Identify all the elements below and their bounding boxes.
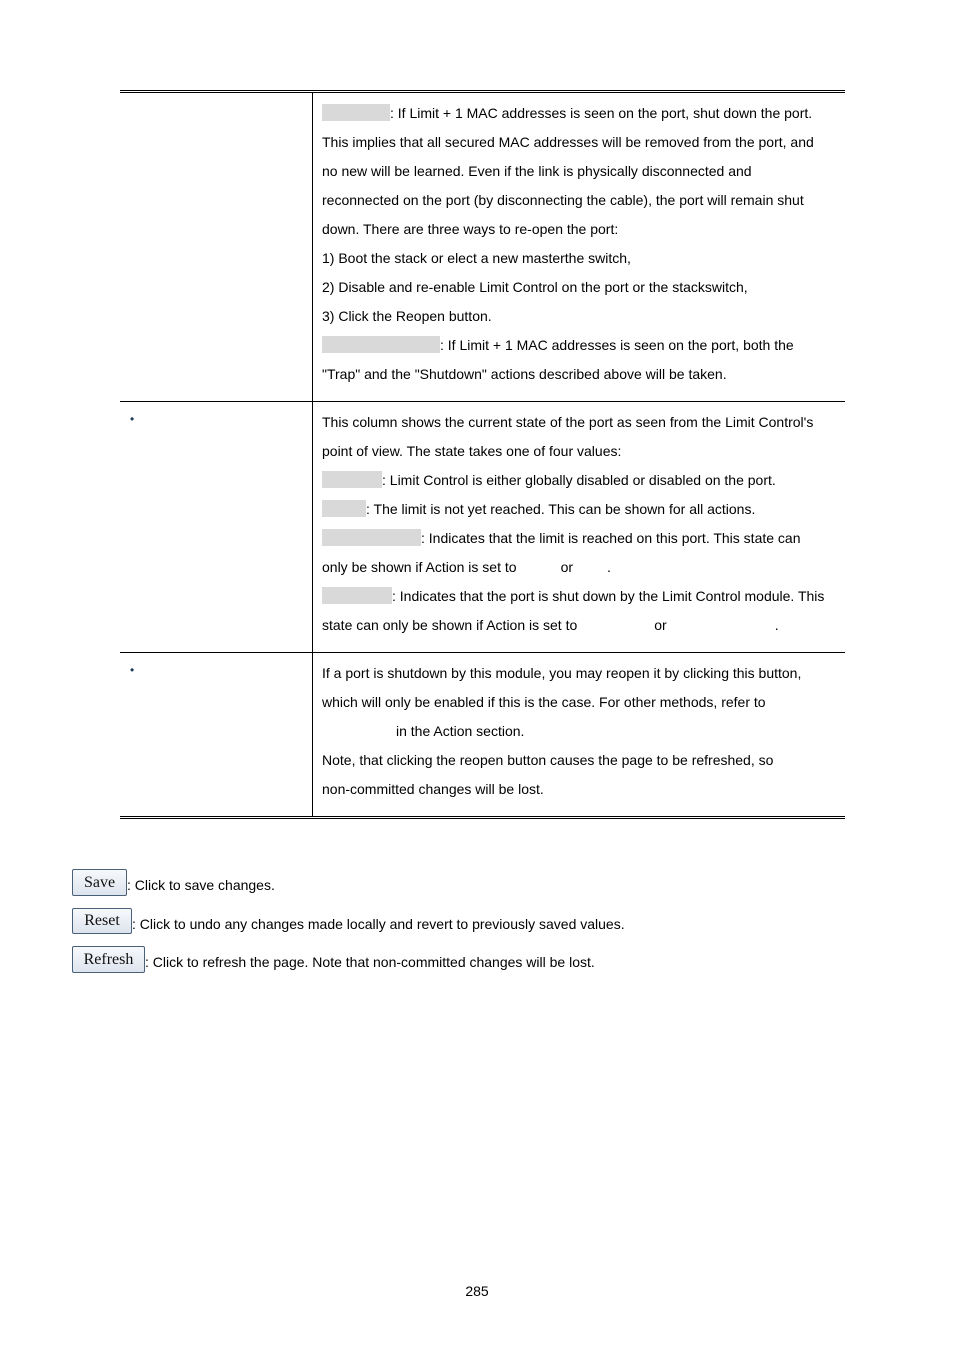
save-description: : Click to save changes.	[127, 877, 275, 893]
table-row	[120, 402, 845, 653]
highlight-term	[322, 587, 392, 604]
param-cell	[120, 653, 313, 818]
refresh-button[interactable]: Refresh	[72, 946, 145, 973]
highlight-term	[322, 336, 440, 353]
description-cell: If a port is shutdown by this module, you may reopen it by clicking this button, which will only be enabled if this is the case. For other methods, refer to in the Action section. Note, that clicking the reopen button causes the page to be refreshed, so non-committed changes will be lost.	[313, 653, 846, 818]
reset-description: : Click to undo any changes made locally and revert to previously saved values.	[132, 916, 625, 932]
highlight-term	[322, 500, 366, 517]
reset-row	[72, 908, 625, 934]
bullet-icon: •	[130, 663, 135, 677]
table-row	[120, 92, 845, 402]
param-cell	[120, 92, 313, 402]
table-row	[120, 653, 845, 818]
description-cell: This column shows the current state of the port as seen from the Limit Control's point of view. The state takes one of four values: : Limit Control is either globally disabled or disabled on the port. : The limit is not yet reached. This can be shown for all actions. : Indicates that the limit is reached on this port. This state can only be shown if Action is set to or . : Indicates that the port is shut down by the Limit Control module. This state can only be shown if Action is set to or .	[313, 402, 846, 653]
highlight-term	[322, 104, 390, 121]
refresh-row	[72, 946, 595, 973]
highlight-term	[322, 471, 382, 488]
save-row	[72, 869, 275, 896]
reset-button[interactable]: Reset	[72, 908, 132, 934]
param-cell	[120, 402, 313, 653]
refresh-description: : Click to refresh the page. Note that non-committed changes will be lost.	[145, 954, 595, 970]
save-button[interactable]: Save	[72, 869, 127, 896]
description-cell: : If Limit + 1 MAC addresses is seen on the port, shut down the port. This implies that all secured MAC addresses will be removed from the port, and no new will be learned. Even if the link is physically disconnected and reconnected on the port (by disconnecting the cable), the port will remain shut down. There are three ways to re-open the port: 1) Boot the stack or elect a new masterthe switch, 2) Disable and re-enable Limit Control on the port or the stackswitch, 3) Click the Reopen button. : If Limit + 1 MAC addresses is seen on the port, both the "Trap" and the "Shutdown" actions described above will be taken.	[322, 105, 814, 382]
bullet-icon: •	[130, 412, 135, 426]
highlight-term	[322, 529, 421, 546]
description-table	[120, 90, 845, 819]
page-number: 285	[465, 1283, 489, 1299]
